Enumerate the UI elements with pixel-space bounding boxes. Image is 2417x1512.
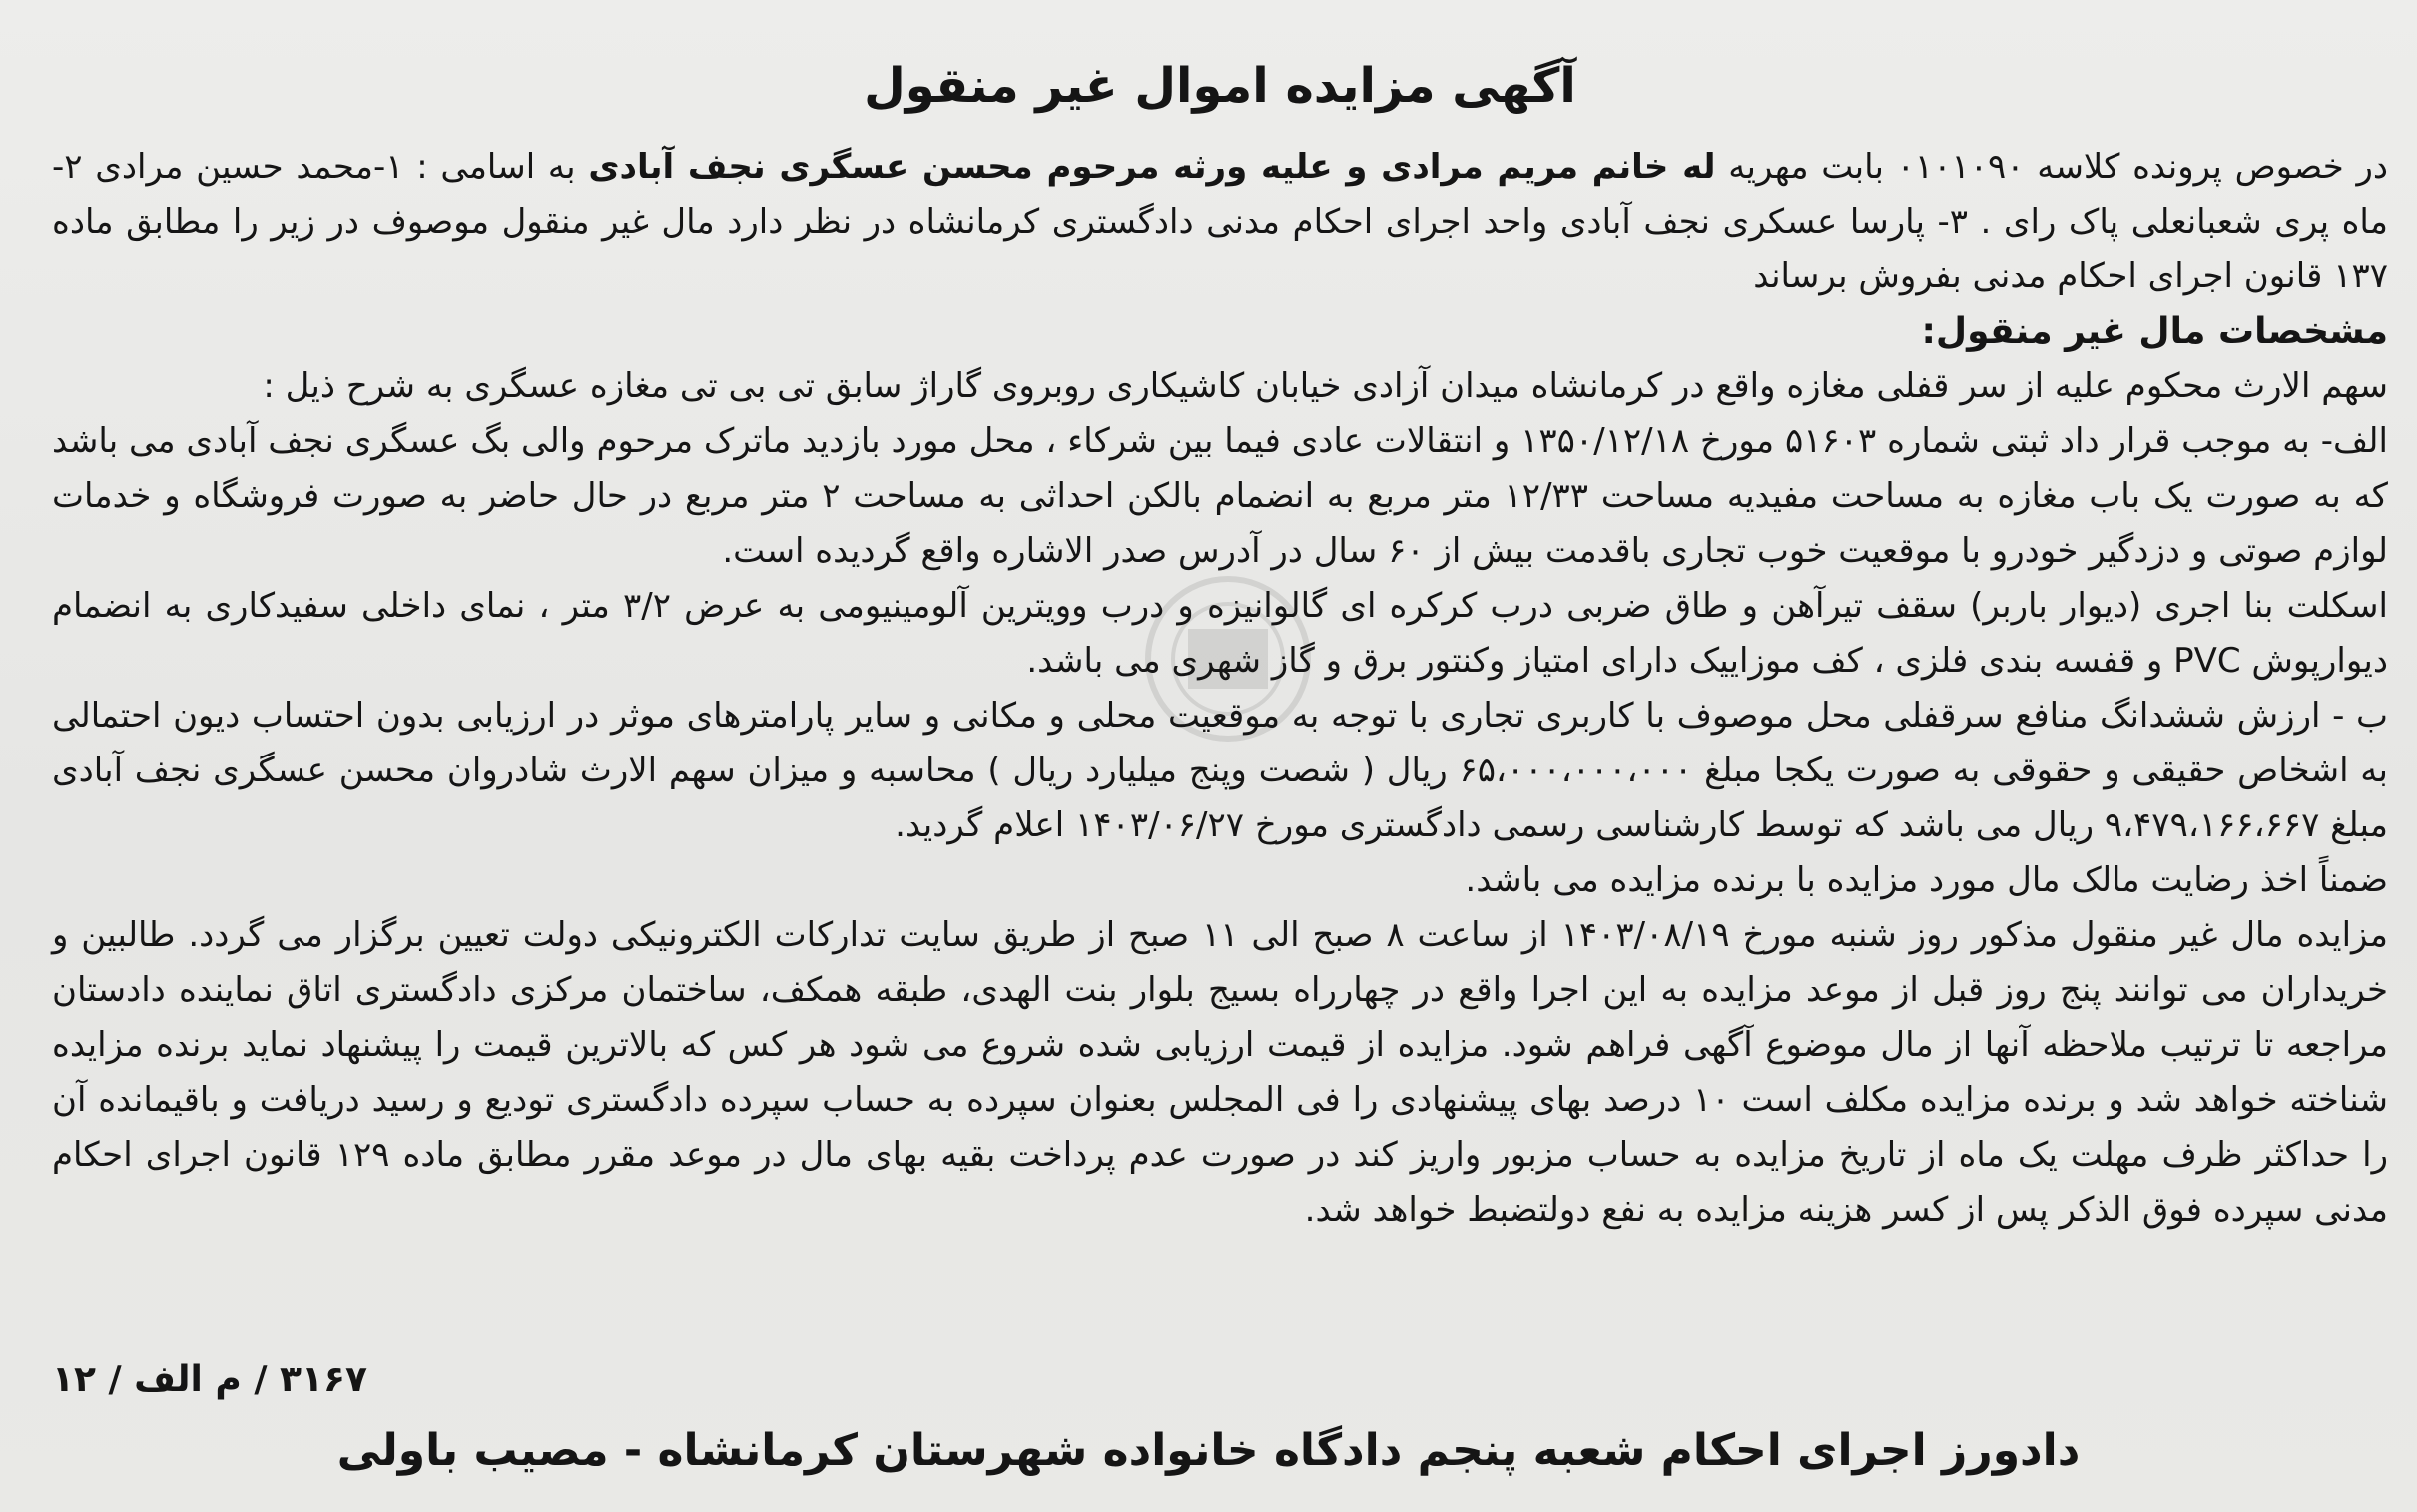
consent-paragraph: ضمناً اخذ رضایت مالک مال مورد مزایده با برنده مزایده می باشد. xyxy=(1465,860,2388,900)
building-skeleton-paragraph: اسکلت بنا اجری (دیوار باربر) سقف تیرآهن و طاق ضربی درب کرکره ای گالوانیزه و درب وویترین آلومینیومی به عرض ۳/۲ متر ، نمای داخلی سفیدکاری به انضمام دیوارپوش PVC و قفسه بندی فلزی ، کف موزاییک دارای امتیاز وکنتور برق و گاز شهری می باشد. xyxy=(52,586,2388,681)
intro-parties: له خانم مریم مرادی و علیه ورثه مرحوم محسن عسگری نجف آبادی xyxy=(588,147,1716,187)
intro-paragraph xyxy=(52,140,2388,304)
intro-suffix: به اسامی : ۱-محمد حسین مرادی ۲- ماه پری شعبانعلی پاک رای . ۳- پارسا عسکری نجف آبادی واحد اجرای احکام مدنی دادگستری کرمانشاه در نظر دارد مال غیر منقول موصوف در زیر را مطابق ماده ۱۳۷ قانون اجرای احکام مدنی بفروش برساند xyxy=(52,147,2389,296)
share-paragraph: سهم الارث محکوم علیه از سر قفلی مغازه واقع در کرمانشاه میدان آزادی خیابان کاشیکاری روبروی گاراژ سابق تی بی تی مغازه عسگری به شرح ذیل : xyxy=(263,366,2388,406)
notice-body xyxy=(52,50,2388,1238)
intro-prefix: در خصوص پرونده کلاسه ۰۱۰۱۰۹۰ بابت مهریه xyxy=(1728,147,2389,187)
auction-terms-paragraph: مزایده مال غیر منقول مذکور روز شنبه مورخ ۱۴۰۳/۰۸/۱۹ از ساعت ۸ صبح الی ۱۱ صبح از طریق سایت تدارکات الکترونیکی دولت تعیین برگزار می گردد. طالبین و خریداران می توانند پنج روز قبل از موعد مزایده به این اجرا واقع در چهارراه بسیج بلوار بنت الهدی، طبقه همکف، ساختمان مرکزی دادگستری اتاق نماینده دادستان مراجعه تا ترتیب ملاحظه آنها از مال موضوع آگهی فراهم شود. مزایده از قیمت ارزیابی شده شروع می شود هر کس که بالاترین قیمت را پیشنهاد نماید برنده مزایده شناخته خواهد شد و برنده مزایده مکلف است ۱۰ درصد بهای پیشنهادی را فی المجلس بعنوان سپرده به حساب سپرده دادگستری تودیع و رسید دریافت و باقیمانده آن را حداکثر ظرف مهلت یک ماه از تاریخ مزایده به حساب مزبور واریز کند در صورت عدم پرداخت بقیه بهای مال در موعد مقرر مطابق ماده ۱۲۹ قانون اجرای احکام مدنی سپرده فوق الذکر پس از کسر هزینه مزایده به نفع دولتضبط خواهد شد. xyxy=(52,915,2389,1230)
notice-title: آگهی مزایده اموال غیر منقول xyxy=(864,58,1576,114)
clause-alef-paragraph: الف- به موجب قرار داد ثبتی شماره ۵۱۶۰۳ مورخ ۱۳۵۰/۱۲/۱۸ و انتقالات عادی فیما بین شرکاء ، محل مورد بازدید ماترک مرحوم والی بگ عسگری نجف آبادی می باشد که به صورت یک باب مغازه به مساحت مفیدیه مساحت ۱۲/۳۳ متر مربع به انضمام بالکن احداثی به مساحت ۲ متر مربع در حال حاضر به صورت فروشگاه و خدمات لوازم صوتی و دزدگیر خودرو با موقعیت خوب تجاری باقدمت بیش از ۶۰ سال در آدرس صدر الاشاره واقع گردیده است. xyxy=(52,421,2388,571)
reference-number: ۳۱۶۷ / م الف / ۱۲ xyxy=(52,1359,367,1400)
signature-line: دادورز اجرای احکام شعبه پنجم دادگاه خانواده شهرستان کرمانشاه - مصیب باولی xyxy=(336,1425,2081,1476)
clause-be-paragraph: ب - ارزش ششدانگ منافع سرقفلی محل موصوف با کاربری تجاری با توجه به موقعیت محلی و مکانی و سایر پارامترهای موثر در ارزیابی بدون احتساب دیون احتمالی به اشخاص حقیقی و حقوقی به صورت یکجا مبلغ ۶۵،۰۰۰،۰۰۰،۰۰۰ ریال ( شصت وپنج میلیارد ریال ) محاسبه و میزان سهم الارث شادروان محسن عسگری نجف آبادی مبلغ ۹،۴۷۹،۱۶۶،۶۶۷ ریال می باشد که توسط کارشناسی رسمی دادگستری مورخ ۱۴۰۳/۰۶/۲۷ اعلام گردید. xyxy=(52,696,2388,845)
specs-heading: مشخصات مال غیر منقول: xyxy=(1921,311,2388,352)
